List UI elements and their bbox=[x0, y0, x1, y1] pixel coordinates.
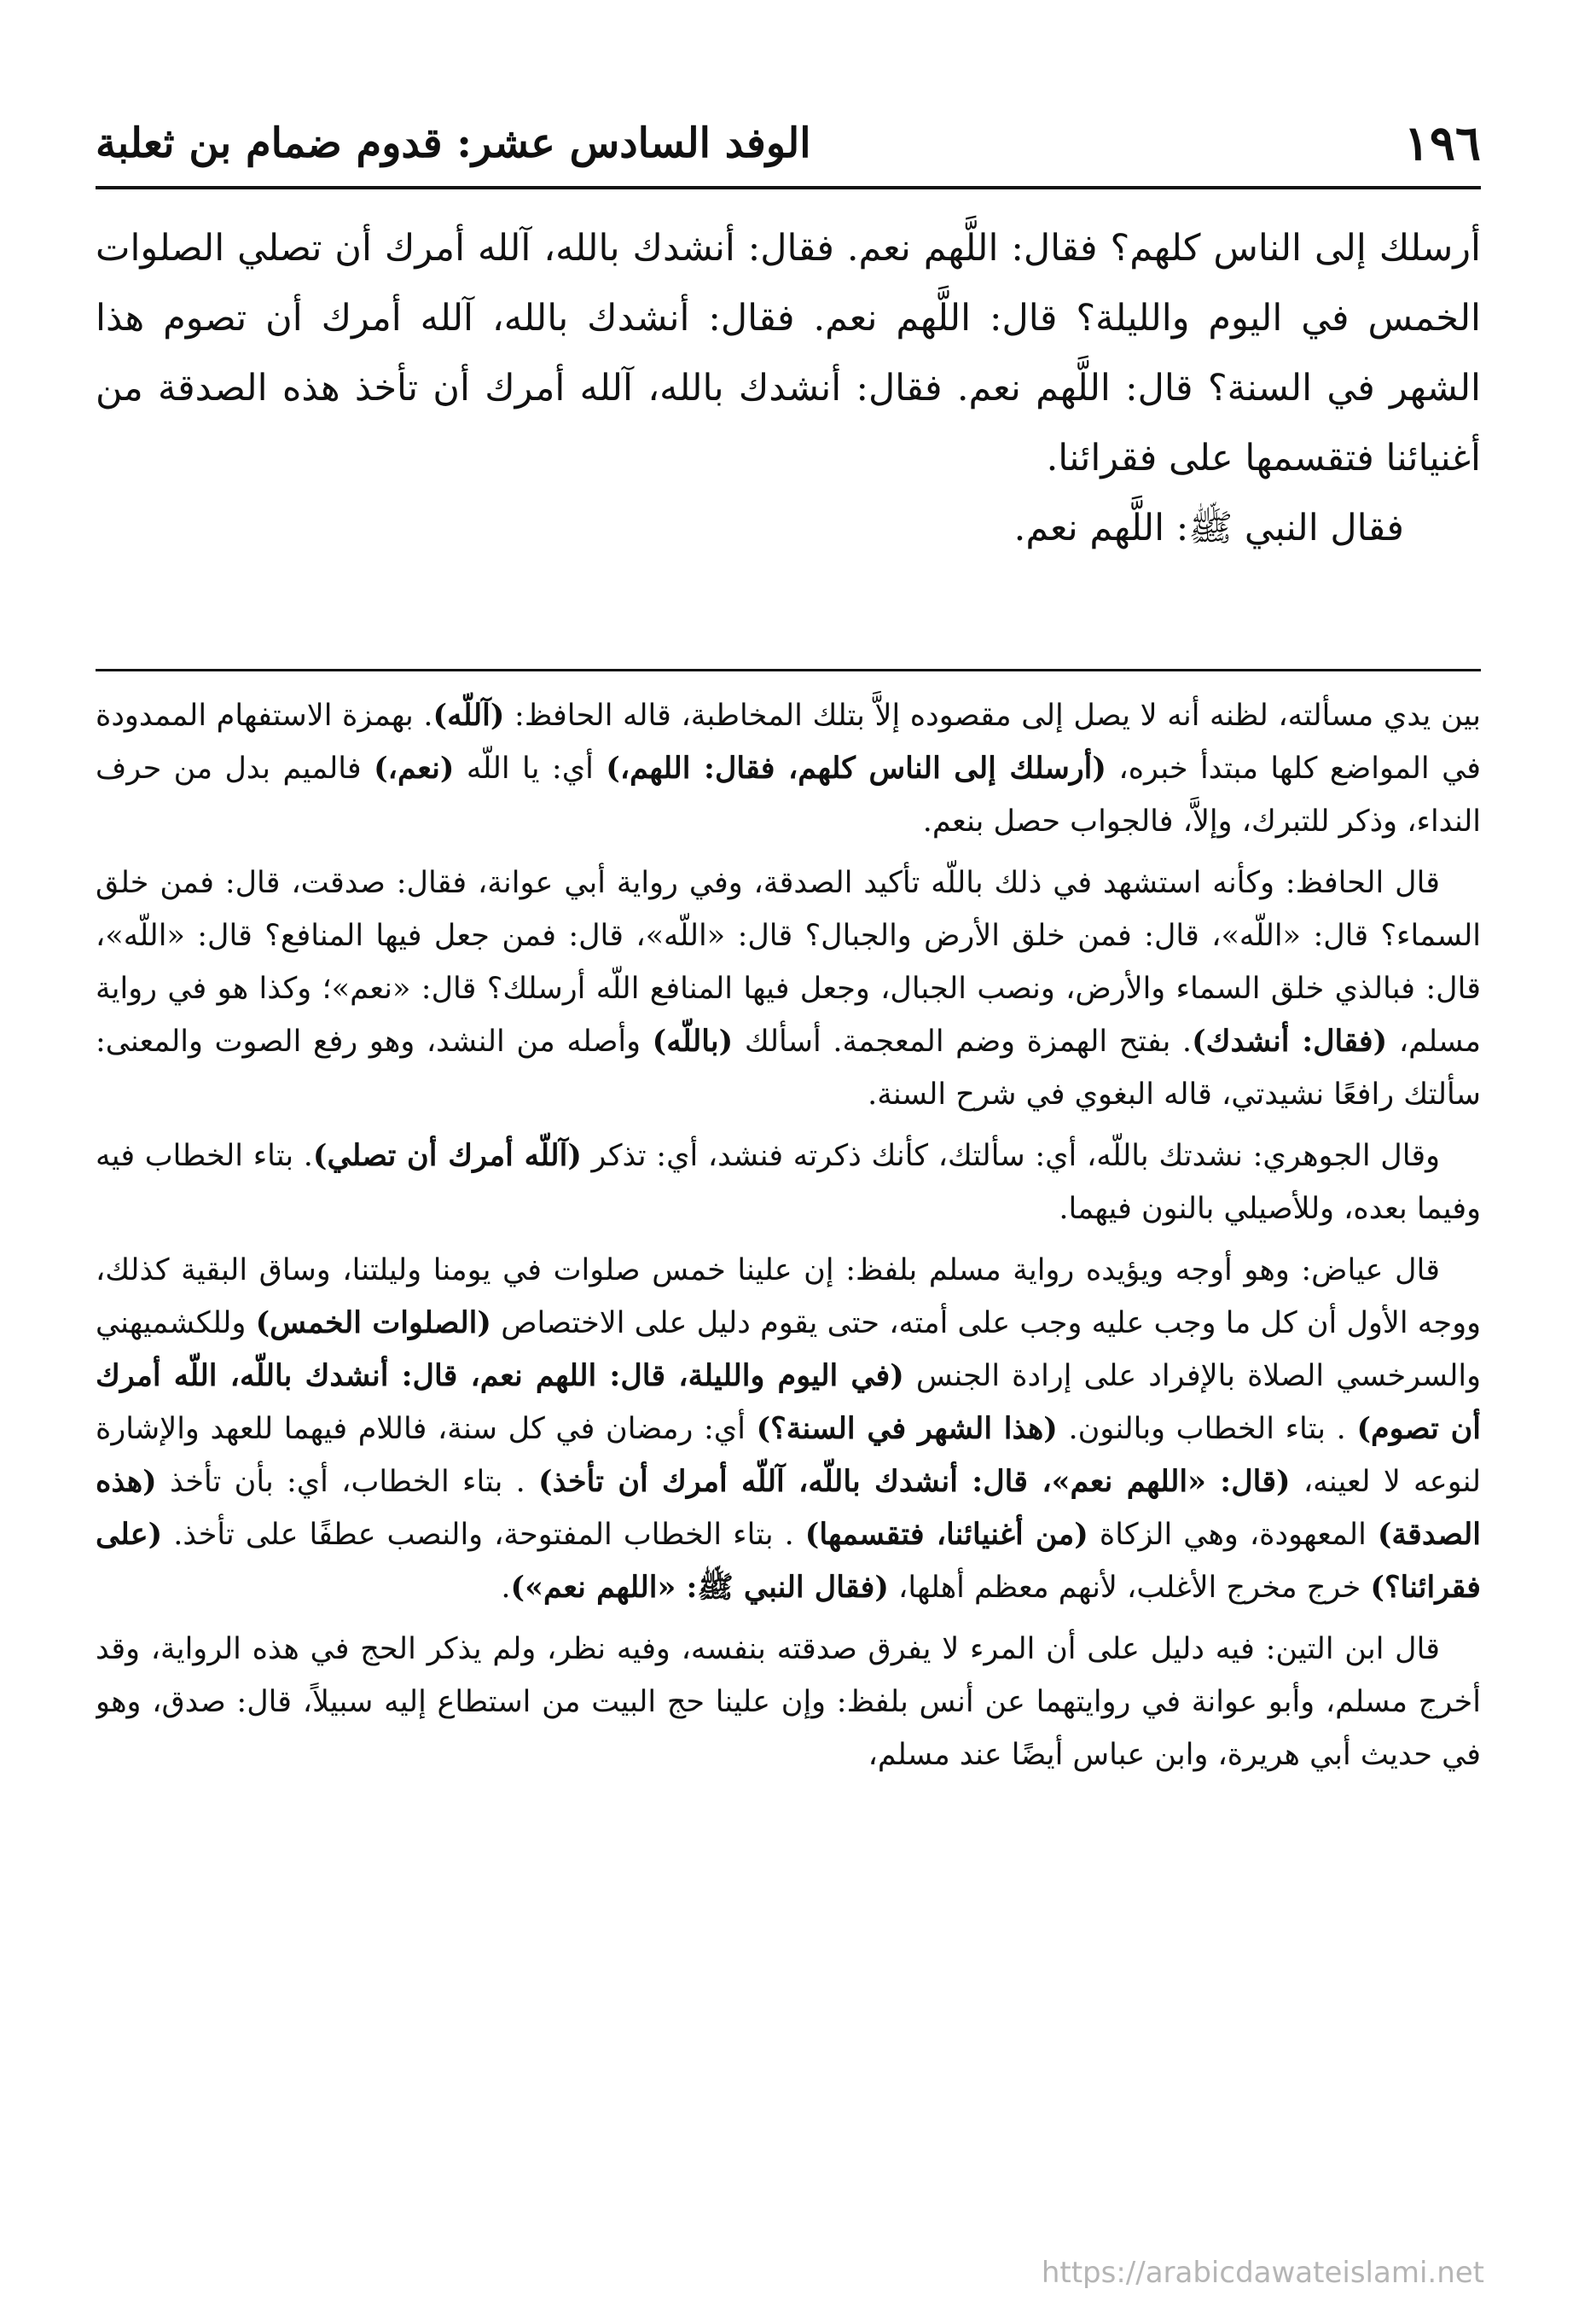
commentary-paragraph: قال الحافظ: وكأنه استشهد في ذلك باللّه تأكيد الصدقة، وفي رواية أبي عوانة، فقال: صدقت، قال: فمن خلق السماء؟ قال: «اللّه»، قال: فمن خلق الأرض والجبال؟ قال: «اللّه»، قال: فمن جعل فيها المنافع؟ قال: «اللّه»، قال: فبالذي خلق السماء والأرض، ونصب الجبال، وجعل فيها المنافع اللّه أرسلك؟ قال: «نعم»؛ وكذا هو في رواية مسلم، (فقال: أنشدك). بفتح الهمزة وضم المعجمة. أسألك (باللّه) وأصله من النشد، وهو رفع الصوت والمعنى: سألتك رافعًا نشيدتي، قاله البغوي في شرح السنة. bbox=[96, 866, 1481, 1112]
commentary-paragraph: قال ابن التين: فيه دليل على أن المرء لا يفرق صدقته بنفسه، وفيه نظر، ولم يذكر الحج في هذه الرواية، وقد أخرج مسلم، وأبو عوانة في روايتهما عن أنس بلفظ: وإن علينا حج البيت من استطاع إليه سبيلاً، قال: صدق، وهو في حديث أبي هريرة، وابن عباس أيضًا عند مسلم، bbox=[96, 1632, 1481, 1772]
hadith-paragraph: فقال النبي ﷺ: اللَّهم نعم. bbox=[1013, 507, 1404, 549]
hadith-text bbox=[96, 213, 1481, 657]
commentary-paragraph: وقال الجوهري: نشدتك باللّه، أي: سألتك، كأنك ذكرته فنشد، أي: تذكر (آللّه أمرك أن تصلي). بتاء الخطاب فيه وفيما بعده، وللأصيلي بالنون فيهما. bbox=[96, 1138, 1481, 1226]
page-header bbox=[96, 101, 1481, 186]
running-title: الوفد السادس عشر: قدوم ضمام بن ثعلبة bbox=[96, 119, 811, 167]
hadith-paragraph: أرسلك إلى الناس كلهم؟ فقال: اللَّهم نعم. فقال: أنشدك بالله، آلله أمرك أن تصلي الصلوات الخمس في اليوم والليلة؟ قال: اللَّهم نعم. فقال: أنشدك بالله، آلله أمرك أن تصوم هذا الشهر في السنة؟ قال: اللَّهم نعم. فقال: أنشدك بالله، آلله أمرك أن تأخذ هذه الصدقة من أغنيائنا فتقسمها على فقرائنا. bbox=[96, 227, 1481, 479]
watermark-url: https://arabicdawateislami.net bbox=[1041, 2256, 1484, 2290]
footnote-divider bbox=[96, 669, 1481, 671]
commentary-paragraph: قال عياض: وهو أوجه ويؤيده رواية مسلم بلفظ: إن علينا خمس صلوات في يومنا وليلتنا، وساق البقية كذلك، ووجه الأول أن كل ما وجب عليه وجب على أمته، حتى يقوم دليل على الاختصاص (الصلوات الخمس) وللكشميهني والسرخسي الصلاة بالإفراد على إرادة الجنس (في اليوم والليلة، قال: اللهم نعم، قال: أنشدك باللّه، اللّه أمرك أن تصوم) . بتاء الخطاب وبالنون. (هذا الشهر في السنة؟) أي: رمضان في كل سنة، فاللام فيهما للعهد والإشارة لنوعه لا لعينه، (قال: «اللهم نعم»، قال: أنشدك باللّه، آللّه أمرك أن تأخذ) . بتاء الخطاب، أي: بأن تأخذ (هذه الصدقة) المعهودة، وهي الزكاة (من أغنيائنا، فتقسمها) . بتاء الخطاب المفتوحة، والنصب عطفًا على تأخذ. (على فقرائنا؟) خرج مخرج الأغلب، لأنهم معظم أهلها، (فقال النبي ﷺ: «اللهم نعم»). bbox=[96, 1253, 1481, 1605]
page-number: ١٩٦ bbox=[1403, 115, 1481, 171]
commentary-paragraph: بين يدي مسألته، لظنه أنه لا يصل إلى مقصوده إلاَّ بتلك المخاطبة، قاله الحافظ: (آللّه). بهمزة الاستفهام الممدودة في المواضع كلها مبتدأ خبره، (أرسلك إلى الناس كلهم، فقال: اللهم،) أي: يا اللّه (نعم،) فالميم بدل من حرف النداء، وذكر للتبرك، وإلاَّ، فالجواب حصل بنعم. bbox=[96, 698, 1481, 839]
commentary-section bbox=[96, 689, 1481, 2259]
header-divider bbox=[96, 186, 1481, 189]
